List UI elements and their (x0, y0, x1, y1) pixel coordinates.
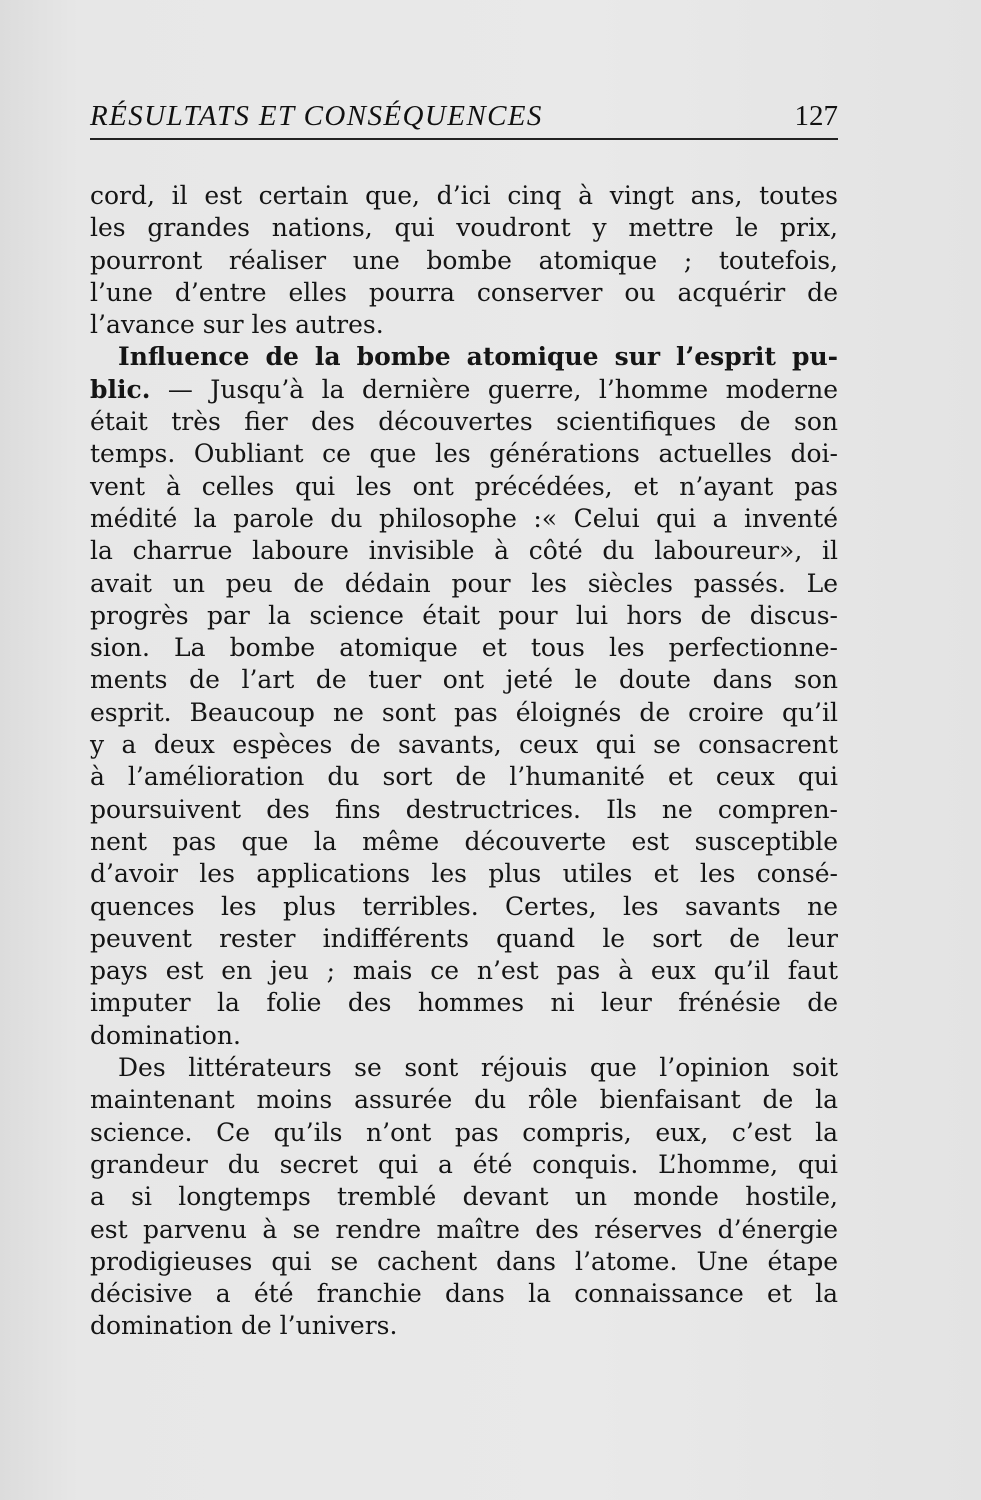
text-line: grandeur du secret qui a été conquis. L’homme, qui (90, 1149, 838, 1179)
text-line: vent à celles qui les ont précédées, et n’ayant pas (90, 471, 838, 501)
text-line: poursuivent des fins destructrices. Ils ne compren- (90, 794, 838, 824)
text-line: y a deux espèces de savants, ceux qui se consacrent (90, 730, 838, 760)
text-line: est parvenu à se rendre maître des réserves d’énergie (90, 1214, 838, 1244)
text-line: a si longtemps tremblé devant un monde hostile, (90, 1182, 838, 1212)
text-line: esprit. Beaucoup ne sont pas éloignés de croire qu’il (90, 697, 838, 727)
page-number: 127 (794, 100, 838, 132)
text-line: était très fier des découvertes scientifiques de son (90, 407, 838, 437)
text-line: à l’amélioration du sort de l’humanité et ceux qui (90, 762, 838, 792)
section-heading-line: Influence de la bombe atomique sur l’esprit pu- (118, 342, 838, 372)
text-line: quences les plus terribles. Certes, les savants ne (90, 891, 838, 921)
body-text (90, 180, 838, 1343)
text-line: d’avoir les applications les plus utiles et les consé- (90, 859, 838, 889)
text-line: pourront réaliser une bombe atomique ; toutefois, (90, 245, 838, 275)
text-line: domination. (90, 1020, 241, 1050)
text-line: imputer la folie des hommes ni leur frénésie de (90, 988, 838, 1018)
text-line: science. Ce qu’ils n’ont pas compris, eux, c’est la (90, 1117, 838, 1147)
running-title: RÉSULTATS ET CONSÉQUENCES (90, 100, 543, 132)
section-heading-end: blic. (90, 374, 151, 404)
text-line: Des littérateurs se sont réjouis que l’opinion soit (118, 1053, 838, 1083)
text-line: avait un peu de dédain pour les siècles passés. Le (90, 568, 838, 598)
text-line-rest: — Jusqu’à la dernière guerre, l’homme moderne (150, 374, 838, 404)
text-line: la charrue laboure invisible à côté du laboureur», il (90, 536, 838, 566)
text-line: les grandes nations, qui voudront y mettre le prix, (90, 213, 838, 243)
text-line: ments de l’art de tuer ont jeté le doute dans son (90, 665, 838, 695)
text-line-mixed (90, 374, 838, 406)
text-line: l’une d’entre elles pourra conserver ou acquérir de (90, 277, 838, 307)
text-line: maintenant moins assurée du rôle bienfaisant de la (90, 1085, 838, 1115)
text-line: progrès par la science était pour lui hors de discus- (90, 600, 838, 630)
text-line: domination de l’univers. (90, 1311, 398, 1341)
text-line: médité la parole du philosophe :« Celui qui a inventé (90, 503, 838, 533)
text-line: nent pas que la même découverte est susceptible (90, 826, 838, 856)
text-line: peuvent rester indifférents quand le sort de leur (90, 923, 838, 953)
text-line: cord, il est certain que, d’ici cinq à vingt ans, toutes (90, 181, 838, 210)
running-header (90, 96, 838, 140)
text-line: décisive a été franchie dans la connaissance et la (90, 1279, 838, 1309)
text-line: l’avance sur les autres. (90, 310, 384, 340)
text-line: pays est en jeu ; mais ce n’est pas à eux qu’il faut (90, 956, 838, 986)
text-line: prodigieuses qui se cachent dans l’atome. Une étape (90, 1246, 838, 1276)
text-line: temps. Oubliant ce que les générations actuelles doi- (90, 439, 838, 469)
text-line: sion. La bombe atomique et tous les perfectionne- (90, 633, 838, 663)
